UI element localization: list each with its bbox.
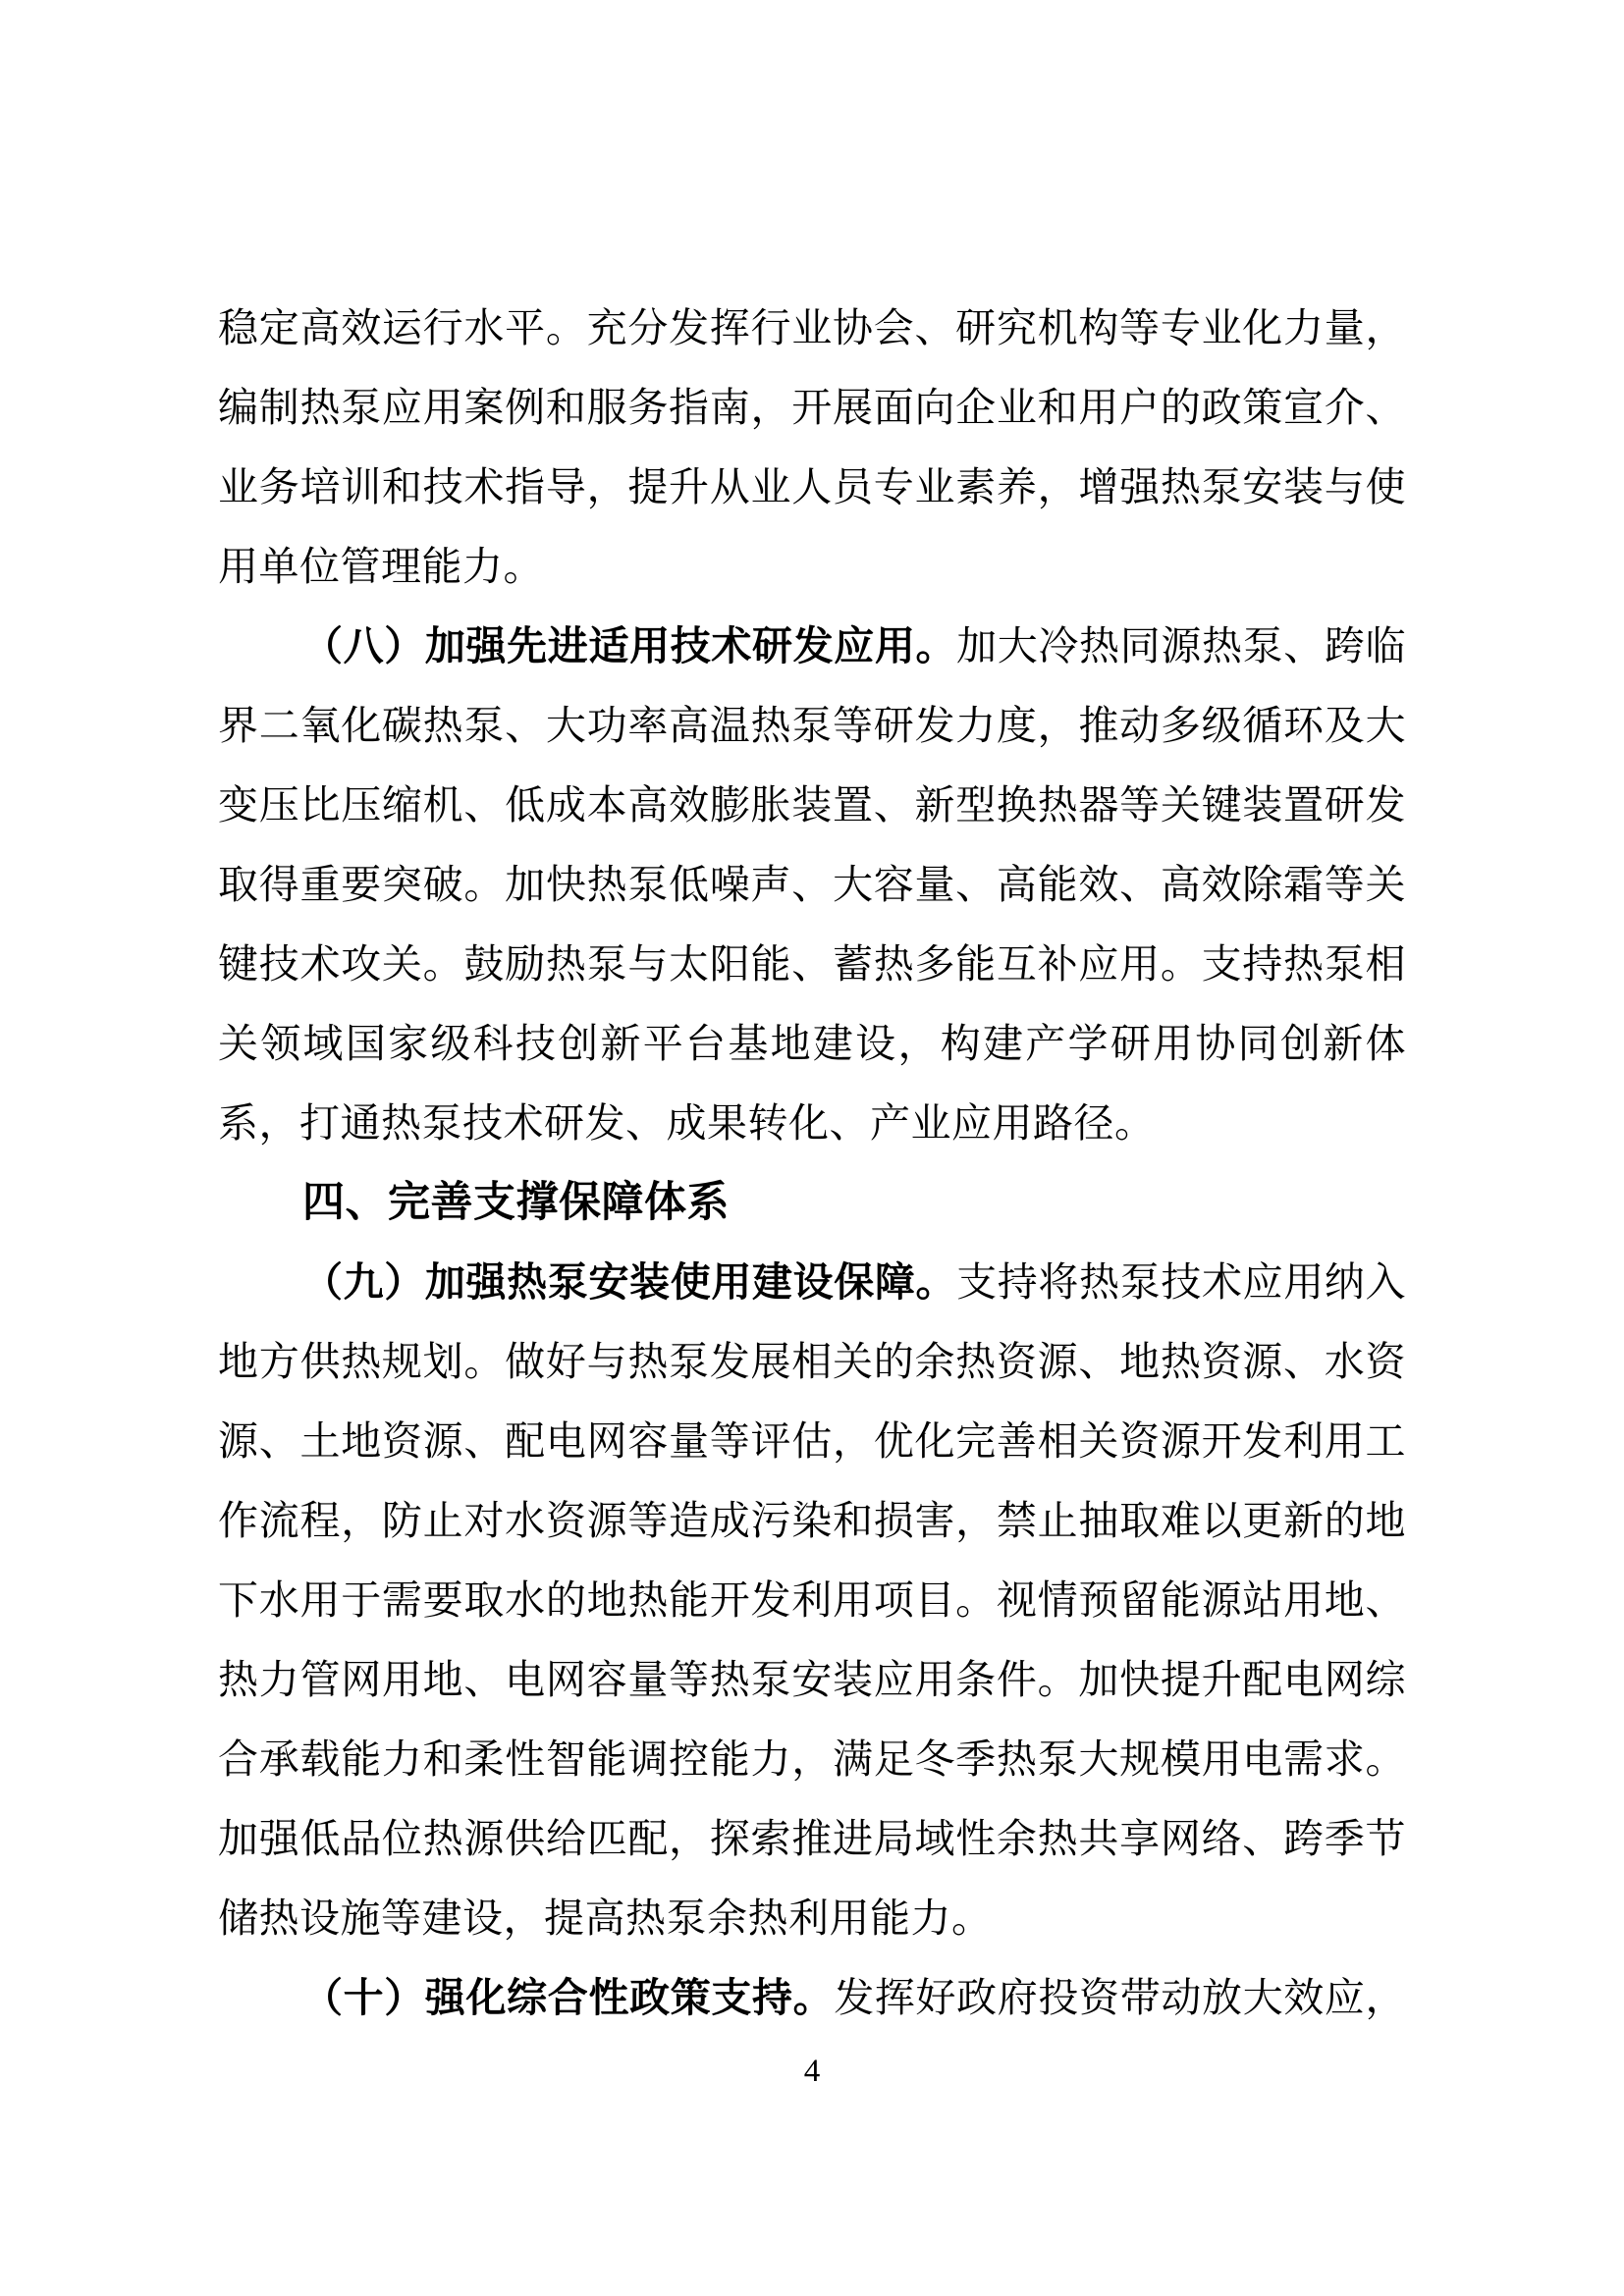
- section-heading: 四、完善支撑保障体系: [302, 1179, 730, 1226]
- paragraph-lead-rest: 支持将热泵技术应用纳入: [956, 1259, 1407, 1305]
- body-line: 地方供热规划。做好与热泵发展相关的余热资源、地热资源、水资: [218, 1339, 1406, 1384]
- body-line: 下水用于需要取水的地热能开发利用项目。视情预留能源站用地、: [218, 1577, 1406, 1623]
- body-line: 业务培训和技术指导，提升从业人员专业素养，增强热泵安装与使: [218, 464, 1406, 509]
- paragraph-end-line: 系，打通热泵技术研发、成果转化、产业应用路径。: [218, 1100, 1156, 1146]
- paragraph-first-line: [218, 1958, 1406, 2038]
- paragraph-first-line: [218, 607, 1406, 686]
- body-line: 界二氧化碳热泵、大功率高温热泵等研发力度，推动多级循环及大: [218, 703, 1406, 748]
- page-number: 4: [803, 2054, 821, 2089]
- paragraph-first-line: [218, 1243, 1406, 1322]
- body-line: 变压比压缩机、低成本高效膨胀装置、新型换热器等关键装置研发: [218, 782, 1406, 828]
- body-line: 取得重要突破。加快热泵低噪声、大容量、高能效、高效除霜等关: [218, 862, 1406, 907]
- body-line: 稳定高效运行水平。充分发挥行业协会、研究机构等专业化力量，: [218, 305, 1406, 350]
- paragraph-end-line: 储热设施等建设，提高热泵余热利用能力。: [218, 1896, 993, 1941]
- body-line: 键技术攻关。鼓励热泵与太阳能、蓄热多能互补应用。支持热泵相: [218, 941, 1406, 987]
- body-line: 作流程，防止对水资源等造成污染和损害，禁止抽取难以更新的地: [218, 1498, 1406, 1543]
- body-line: 源、土地资源、配电网容量等评估，优化完善相关资源开发利用工: [218, 1418, 1406, 1464]
- body-line: 热力管网用地、电网容量等热泵安装应用条件。加快提升配电网综: [218, 1657, 1406, 1702]
- paragraph-lead: （八）加强先进适用技术研发应用。: [302, 623, 957, 668]
- paragraph-lead-rest: 发挥好政府投资带动放大效应，: [834, 1975, 1406, 2020]
- body-line: 加强低品位热源供给匹配，探索推进局域性余热共享网络、跨季节: [218, 1816, 1406, 1861]
- body-line: 合承载能力和柔性智能调控能力，满足冬季热泵大规模用电需求。: [218, 1736, 1406, 1782]
- paragraph-end-line: 用单位管理能力。: [218, 544, 544, 589]
- body-line: 编制热泵应用案例和服务指南，开展面向企业和用户的政策宣介、: [218, 385, 1406, 430]
- paragraph-lead: （九）加强热泵安装使用建设保障。: [302, 1259, 957, 1305]
- document-body: [218, 289, 1406, 2038]
- paragraph-lead: （十）强化综合性政策支持。: [302, 1975, 835, 2020]
- body-line: 关领域国家级科技创新平台基地建设，构建产学研用协同创新体: [218, 1021, 1406, 1066]
- paragraph-lead-rest: 加大冷热同源热泵、跨临: [956, 623, 1407, 668]
